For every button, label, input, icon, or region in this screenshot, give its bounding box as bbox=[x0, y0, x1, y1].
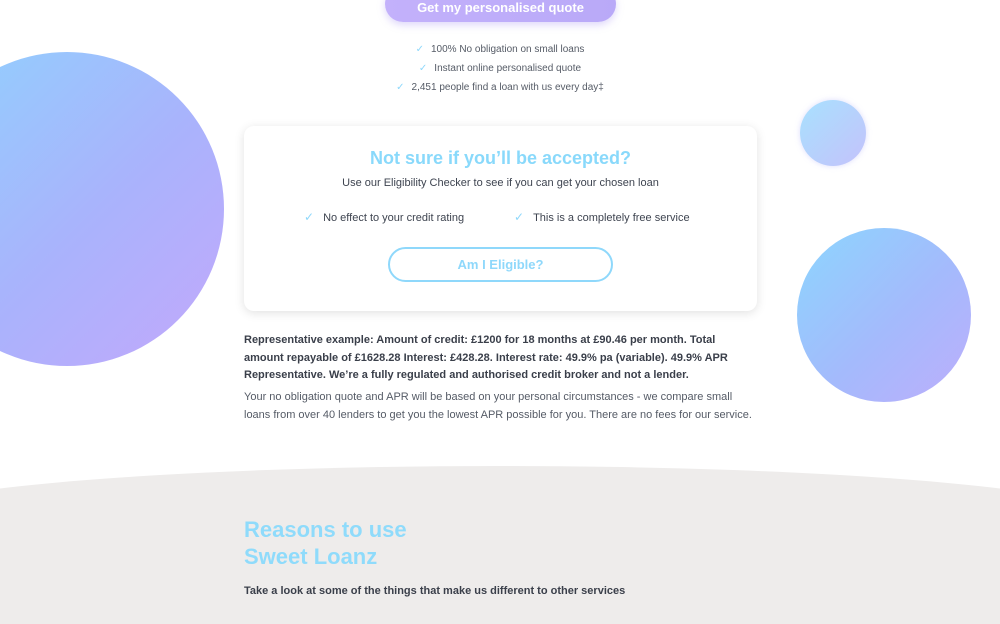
benefit-item bbox=[0, 40, 1000, 59]
reasons-section-background bbox=[0, 466, 1000, 624]
reasons-title-line: Reasons to use bbox=[244, 517, 407, 542]
reasons-title bbox=[244, 516, 407, 570]
decorative-gradient-circle-right bbox=[797, 228, 971, 402]
eligibility-feature bbox=[304, 210, 464, 224]
check-icon: ✓ bbox=[304, 210, 315, 224]
benefit-item bbox=[0, 78, 1000, 97]
decorative-gradient-circle-small bbox=[800, 100, 866, 166]
benefit-text: Instant online personalised quote bbox=[434, 63, 582, 74]
reasons-subtitle: Take a look at some of the things that make us different to other services bbox=[244, 585, 626, 597]
representative-example: Representative example: Amount of credit: £1200 for 18 months at £90.46 per month. Total amount repayable of £1628.28 Interest: £428.28. Interest rate: 49.9% pa (variable). 49.9% APR Representative. We’re a fully regulated and authorised credit broker and not a lender. bbox=[244, 334, 728, 381]
eligibility-card bbox=[244, 126, 757, 311]
decorative-gradient-circle-left bbox=[0, 52, 224, 366]
check-icon: ✓ bbox=[514, 210, 525, 224]
eligibility-title: Not sure if you’ll be accepted? bbox=[369, 148, 632, 168]
benefit-text: 100% No obligation on small loans bbox=[430, 44, 585, 55]
reasons-title-line: Sweet Loanz bbox=[244, 544, 378, 569]
eligibility-subtitle: Use our Eligibility Checker to see if you can get your chosen loan bbox=[342, 177, 659, 189]
get-quote-button[interactable]: Get my personalised quote bbox=[385, 0, 616, 22]
am-i-eligible-button[interactable]: Am I Eligible? bbox=[388, 247, 613, 282]
benefit-text: 2,451 people find a loan with us every day‡ bbox=[411, 82, 604, 93]
eligibility-feature-text: This is a completely free service bbox=[533, 212, 690, 224]
check-icon: ✓ bbox=[396, 82, 405, 93]
eligibility-feature-text: No effect to your credit rating bbox=[323, 212, 465, 224]
eligibility-feature bbox=[514, 210, 690, 224]
check-icon: ✓ bbox=[418, 63, 428, 74]
benefit-item bbox=[0, 59, 1000, 78]
check-icon: ✓ bbox=[415, 44, 424, 55]
quote-info-text: Your no obligation quote and APR will be based on your personal circumstances - we compare small loans from over 40 lenders to get you the lowest APR possible for you. There are no fees for our service. bbox=[244, 391, 752, 421]
benefits-list bbox=[0, 40, 1000, 97]
